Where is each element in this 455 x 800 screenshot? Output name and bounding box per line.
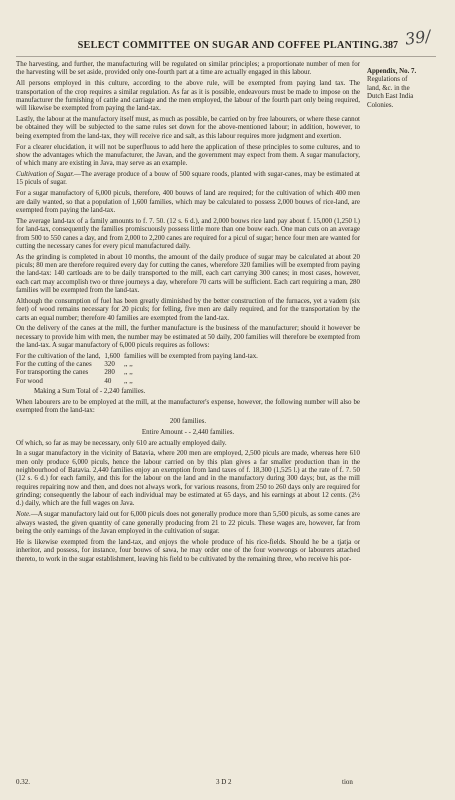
footer-signature: 3 D 2 xyxy=(216,778,232,786)
table-cell: ,, ,, xyxy=(124,376,133,385)
table-cell: For wood xyxy=(16,376,43,385)
table-cell: For transporting the canes xyxy=(16,368,89,377)
paragraph: On the delivery of the canes at the mill, the further manufacture is the business of the manufacturer; should it however be necessary to provide him with men, the number may be estimated at 50 daily, 200 families will therefore be exempted from the land-tax. A sugar manufactory of 6,000 piculs requires as follows: xyxy=(16,324,360,350)
paragraph: He is likewise exempted from the land-tax, and enjoys the whole produce of his rice-fields. Should he be a tjatja or inheritor, and possess, for instance, four bouws of sawa, he may order one of the four woewongs or labourers attached thereto, to work in the sugar establishment, leaving his field to be cultivated by the remaining three, who receive his por- xyxy=(16,537,360,563)
note-lead: Note. xyxy=(16,510,31,519)
paragraph: The average land-tax of a family amounts to f. 7. 50. (12 s. 6 d.), and 2,000 bouws rice land pay about f. 15,000 (1,250 l.) for land-tax, consequently the families promiscuously possess little more than one bouw each. One man cuts on an average from 500 to 550 canes a day, and from 2,000 to 2,200 canes are required for a picul of sugar; hence four men are wanted for cutting the necessary canes for every picul manufactured daily. xyxy=(16,216,360,250)
table-cell: ,, ,, xyxy=(124,360,133,369)
paragraph: For a sugar manufactory of 6,000 piculs, therefore, 400 bouws of land are required; for the cultivation of which 400 men are daily wanted, so that a population of 1,600 families, which may be calculated to possess 2,000 bouws of rice-land, are exempted from paying the land-tax. xyxy=(16,189,360,214)
handwritten-folio: 39/ xyxy=(403,26,432,49)
page-number: 387 xyxy=(383,40,398,51)
section-lead: Cultivation of Sugar. xyxy=(16,170,75,179)
table-cell: 40 xyxy=(104,376,112,385)
requirements-table xyxy=(16,352,262,385)
footer-left: 0.32. xyxy=(16,778,30,786)
table-cell: families will be exempted from paying land-tax. xyxy=(124,352,258,360)
paragraph-note xyxy=(16,510,360,535)
margin-note-line: Dutch East India xyxy=(367,93,414,101)
margin-note xyxy=(367,68,449,110)
table-row xyxy=(16,352,262,360)
mill-families: 200 families. xyxy=(169,416,207,425)
table-cell: 280 xyxy=(104,368,115,377)
sum-total: Making a Sum Total of - 2,240 families. xyxy=(34,386,146,395)
paragraph: As the grinding is completed in about 10 months, the amount of the daily produce of sugar may be calculated at about 20 piculs; 80 men are therefore required every day for cutting the canes, wherefore 320 families will be exempted from paying the land-tax: 140 cartloads are to be daily transported to the mill, each cart carrying 300 canes; in most cases, however, each cart may accomplish two or three journeys a day, wherefore 70 carts will be sufficient. Each cart requiring a man, 280 families will be exempted from the land-tax. xyxy=(16,252,360,295)
paragraph-cultivation xyxy=(16,170,360,187)
table-row xyxy=(16,368,262,376)
table-cell: For the cultivation of the land, xyxy=(16,352,101,360)
entire-amount: Entire Amount - - 2,440 families. xyxy=(141,427,235,436)
table-row xyxy=(16,377,262,385)
paragraph-text: —The average produce of a bouw of 500 square roods, planted with sugar-canes, may be estimated at 15 piculs of sugar. xyxy=(16,170,360,187)
paragraph: When labourers are to be employed at the mill, at the manufacturer's expense, however, the following number will also be exempted from the land-tax: xyxy=(16,397,360,414)
margin-note-line: Regulations of xyxy=(367,76,408,84)
paragraph: Although the consumption of fuel has been greatly diminished by the better construction of the furnaces, yet a vadem (six feet) of wood remains necessary for 20 piculs; for felling, five men are daily required, and for the transportation by the carts an equal number; therefore 40 families are exempted from the land-tax. xyxy=(16,296,360,322)
table-cell: For the cutting of the canes xyxy=(16,360,92,369)
header-rule xyxy=(16,56,436,57)
paragraph: For a clearer elucidation, it will not be superfluous to add here the application of these principles to some cultures, and to show the advantages which the manufacturer, the Javan, and the government may expect from them. A sugar manufactory, of which many are existing in Java, may serve as an example. xyxy=(16,142,360,168)
note-text: —A sugar manufactory laid out for 6,000 piculs does not generally produce more than 5,500 piculs, as some canes are always wasted, the given quantity of cane generally producing from 21 to 22 piculs. These wages are, however, far from being the only earnings of the Javan employed in the cultivation of sugar. xyxy=(16,510,360,535)
margin-note-line: Colonies. xyxy=(367,101,394,109)
paragraph: The harvesting, and further, the manufacturing will be regulated on similar principles; a proportionate number of men for the harvesting will be set aside, provided only one-fourth part at a time are actually engaged in this labour. xyxy=(16,60,360,77)
table-cell: ,, ,, xyxy=(124,368,133,377)
margin-note-title: Appendix, No. 7. xyxy=(367,68,417,75)
paragraph: Lastly, the labour at the manufactory itself must, as much as possible, be carried on by free labourers, or where these cannot be obtained they will be subjected to the same rules set down for the above-mentioned labour; in addition, however, to being exempted from the land-tax, they will receive rice and salt, as this labour requires more judgment and exertion. xyxy=(16,115,360,140)
body-text xyxy=(16,60,360,565)
footer-catchword: tion xyxy=(342,778,353,786)
paragraph: In a sugar manufactory in the vicinity of Batavia, where 200 men are employed, 2,500 piculs are made, whereas here 610 men only produce 6,000 piculs, hence the labour carried on by this plan gives a far smaller production than in the neighbourhood of Batavia. 2,440 families enjoy an exemption from land taxes of f. 18,300 (1,525 l.) at the rate of f. 7. 50 (12 s. 6 d.) for each family, and this for the labour on the land and in the manufactory during 300 days; but, as the mill requires repairing now and then, and does not always work, for various reasons, from 250 to 260 days only are required for grinding; consequently the labour of each individual may be estimated at 65 days, and his earnings at about 12 cents. (2½ d.) daily, which are the full wages on Java. xyxy=(16,449,360,508)
paragraph: Of which, so far as may be necessary, only 610 are actually employed daily. xyxy=(16,438,227,447)
table-cell: 1,600 xyxy=(104,352,120,360)
page-header: SELECT COMMITTEE ON SUGAR AND COFFEE PLANTING. xyxy=(77,40,383,51)
margin-note-line: land, &c. in the xyxy=(367,84,410,92)
table-cell: 320 xyxy=(104,360,115,369)
paragraph: All persons employed in this culture, according to the above rule, will be exempted from paying land tax. The transportation of the crop requires a similar regulation. As far as it is possible, endeavours must be made to impose on the manufacturer the furnishing of cattle and carriage and the men employed, the labour of the fourth part only being required, will likewise be exempted from paying the land-tax. xyxy=(16,79,360,113)
table-row xyxy=(16,360,262,368)
